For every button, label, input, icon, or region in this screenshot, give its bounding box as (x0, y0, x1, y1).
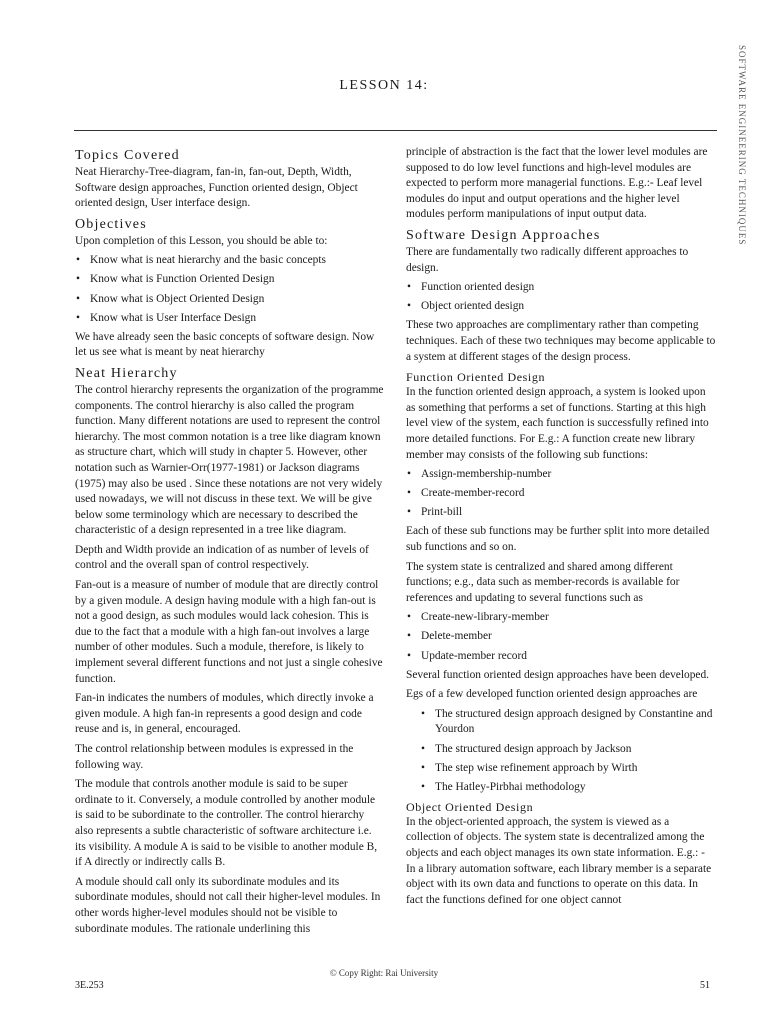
bullet-icon: • (76, 273, 80, 286)
topics-heading: Topics Covered (75, 148, 180, 163)
list-item: • Object oriented design (406, 299, 716, 315)
list-item: • Function oriented design (406, 280, 716, 296)
list-item: • Know what is Object Oriented Design (75, 292, 385, 308)
fan-out-paragraph: Fan-out is a measure of number of module that are directly control by a given module. A design having module with a high fan-out is not a good design, as such modules would lack cohesion. This is due to the fact that a module with a high fan-out involves a large number of other modules. Such a module, therefore, is likely to implement several different functions and not just a single cohesive function. (75, 579, 383, 685)
bullet-icon: • (407, 300, 411, 313)
bullet-icon: • (76, 292, 80, 305)
fan-in-paragraph: Fan-in indicates the numbers of modules, which directly invoke a given module. A high fan-in represents a good design and code reuse and is, in general, encouraged. (75, 692, 374, 736)
bullet-icon: • (407, 487, 411, 500)
bullet-icon: • (421, 761, 425, 774)
bullet-icon: • (407, 611, 411, 624)
topics-text: Neat Hierarchy-Tree-diagram, fan-in, fan-out, Depth, Width, Software design approaches, Function oriented design, Object oriented design, User interface design. (75, 166, 358, 210)
bullet-icon: • (407, 506, 411, 519)
approaches-paragraph: These two approaches are complimentary rather than competing techniques. Each of these two techniques may become applicable to a system at different stages of the design process. (406, 319, 716, 363)
object-oriented-heading: Object Oriented Design (406, 799, 534, 814)
system-state-paragraph: The system state is centralized and shared among different functions; e.g., data such as member-records is available for references and updating to several functions such as (406, 560, 680, 604)
course-code: 3E.253 (75, 980, 104, 991)
list-item: • Know what is User Interface Design (75, 311, 385, 327)
object-oriented-paragraph: In the object-oriented approach, the system is viewed as a collection of objects. The system state is decentralized among the objects and each object manages its own state information. E.g.: - In a library automation software, each library member is a separate object with its own data and functions to operate on this data. In fact the functions defined for one object cannot (406, 815, 712, 906)
bullet-icon: • (407, 630, 411, 643)
list-item: • The structured design approach by Jackson (406, 742, 716, 758)
list-item: • Create-new-library-member (406, 610, 716, 626)
state-functions-list (406, 610, 716, 664)
approaches-list (406, 280, 716, 315)
bullet-icon: • (421, 780, 425, 793)
objectives-intro: Upon completion of this Lesson, you should be able to: (75, 234, 328, 247)
bullet-icon: • (421, 742, 425, 755)
abstraction-paragraph: principle of abstraction is the fact that the lower level modules are supposed to do low level functions and high-level modules are expected to perform more managerial functions. E.g.:- Leaf level modules do input and output operations and the higher level modules perform manipulations of input output data. (406, 146, 708, 221)
sub-functions-paragraph: Each of these sub functions may be further split into more detailed sub functions and so on. (406, 525, 710, 553)
call-paragraph: A module should call only its subordinate modules and its subordinate modules, should not call their higher-level modules. In other words higher-level modules should not be visible to subordinate modules. The rationale underlining this (75, 875, 381, 935)
page-title: LESSON 14: (339, 78, 429, 93)
list-item: • Know what is Function Oriented Design (75, 272, 385, 288)
right-column (406, 145, 716, 912)
neat-hierarchy-heading: Neat Hierarchy (75, 365, 178, 381)
approaches-heading: Software Design Approaches (406, 227, 601, 243)
approaches-intro: There are fundamentally two radically different approaches to design. (406, 245, 689, 274)
list-item: • Assign-membership-number (406, 467, 716, 483)
bullet-icon: • (421, 707, 425, 720)
objectives-heading: Objectives (75, 216, 147, 232)
sub-functions-list (406, 467, 716, 521)
page-number: 51 (700, 980, 710, 991)
list-item: • Update-member record (406, 649, 716, 665)
bullet-icon: • (76, 311, 80, 324)
neat-hierarchy-paragraph: The control hierarchy represents the organization of the programme components. The control hierarchy is also called the program function. Many different notations are used to represent the control hierarchy. The most common notation is a tree like diagram known as structure chart, which will study in chapter 5. However, other notation such as Warnier-Orr(1977-1981) or Jackson diagrams (1975) may also be used . Since these notations are not very widely used nowadays, we will not discuss in these text. We will be give below some terminology which are necessary to described the characteristic of a design represented in a tree like diagram. (75, 383, 384, 537)
intro-paragraph: We have already seen the basic concepts of software design. Now let us see what is meant by neat hierarchy (75, 330, 375, 359)
list-item: • The Hatley-Pirbhai methodology (406, 780, 716, 796)
list-item: • Know what is neat hierarchy and the basic concepts (75, 253, 385, 269)
list-item: • Create-member-record (406, 486, 716, 502)
bullet-icon: • (407, 281, 411, 294)
list-item: • Print-bill (406, 505, 716, 521)
depth-width-paragraph: Depth and Width provide an indication of as number of levels of control and the overall span of control respectively. (75, 543, 369, 572)
objectives-list (75, 253, 385, 326)
side-running-header: SOFTWARE ENGINEERING TECHNIQUES (737, 45, 747, 246)
list-item: • The structured design approach designed by Constantine and Yourdon (421, 707, 713, 736)
examples-paragraph: Egs of a few developed function oriented design approaches are (406, 688, 698, 701)
function-oriented-heading: Function Oriented Design (406, 370, 546, 385)
examples-list (406, 707, 716, 795)
list-item: • The step wise refinement approach by Wirth (406, 761, 716, 777)
copyright-footer: © Copy Right: Rai University (329, 968, 439, 978)
bullet-icon: • (76, 254, 80, 267)
bullet-icon: • (407, 468, 411, 481)
several-approaches-paragraph: Several function oriented design approaches have been developed. (406, 668, 709, 681)
bullet-icon: • (407, 649, 411, 662)
left-column (75, 145, 385, 941)
list-item: • Delete-member (406, 629, 716, 645)
header-rule (74, 130, 717, 131)
superordinate-paragraph: The module that controls another module is said to be super ordinate to it. Conversely, a module controlled by another module is said to be subordinate to the controller. The control hierarchy also represents a subtle characteristic of software architecture i.e. its visibility. A module A is said to be visible to another module B, if A directly or indirectly calls B. (75, 778, 378, 869)
control-relationship-paragraph: The control relationship between modules is expressed in the following way. (75, 743, 354, 771)
function-oriented-paragraph: In the function oriented design approach, a system is looked upon as something that performs a set of functions. Starting at this high level view of the system, each function is successfully refined into more detailed functions. For E.g.: A function create new library member may consists of the following sub functions: (406, 386, 709, 461)
